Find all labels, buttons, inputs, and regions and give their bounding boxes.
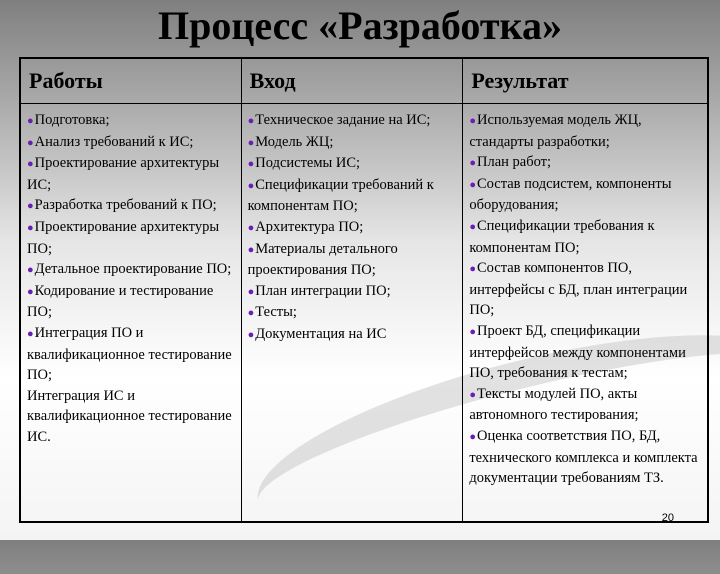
bullet-icon: ● [27, 327, 34, 340]
list-item [469, 216, 701, 258]
list-item-text: Кодирование и тестирование ПО; [27, 282, 214, 321]
list-item-text: Интеграция ПО и квалификационное тестирование ПО; [27, 324, 232, 384]
list-item-text: Спецификации требований к компонентам ПО; [247, 176, 434, 215]
list-item [27, 132, 235, 154]
list-item [248, 132, 457, 154]
bullet-icon: ● [469, 388, 476, 401]
process-table [19, 57, 709, 523]
list-item [27, 323, 235, 386]
list-item-text: Модель ЖЦ; [255, 133, 334, 150]
list-item-text: План работ; [477, 154, 552, 171]
bullet-icon: ● [247, 243, 255, 256]
header-works: Работы [20, 58, 241, 104]
list-item-text: Оценка соответствия ПО, БД, технического комплекса и комплекта документации требованиям ТЗ. [469, 427, 698, 487]
list-item-text: Подготовка; [34, 112, 110, 128]
list-item-text: Используемая модель ЖЦ, стандарты разработки; [469, 112, 642, 150]
list-item [248, 281, 457, 303]
list-item [248, 239, 457, 281]
bullet-icon: ● [27, 115, 34, 127]
list-item-text: Документация на ИС [255, 325, 387, 342]
bullet-icon: ● [469, 263, 476, 276]
bullet-icon: ● [247, 136, 255, 149]
list-item [248, 110, 457, 132]
list-item [248, 175, 457, 217]
list-item-text: Тесты; [255, 304, 297, 321]
list-item-text: Техническое задание на ИС; [255, 112, 431, 128]
header-result: Результат [463, 58, 708, 104]
list-item-text: Разработка требований к ПО; [34, 197, 217, 214]
bullet-icon: ● [469, 325, 476, 338]
inputs-cell [241, 104, 463, 523]
list-item-text: Материалы детального проектирования ПО; [247, 240, 398, 279]
list-item-text: Подсистемы ИС; [255, 155, 361, 172]
bullet-icon: ● [469, 430, 476, 443]
bullet-icon: ● [27, 264, 34, 277]
bullet-icon: ● [247, 328, 255, 341]
list-item [27, 195, 235, 217]
bullet-icon: ● [247, 179, 255, 192]
list-item-text: План интеграции ПО; [255, 282, 391, 299]
list-item-text: Проектирование архитектуры ИС; [27, 155, 220, 193]
list-item [248, 217, 457, 239]
list-item [27, 153, 235, 195]
list-item [27, 259, 235, 281]
bullet-icon: ● [27, 136, 34, 149]
list-item [469, 174, 701, 216]
list-item-text: Спецификации требования к компонентам ПО; [469, 217, 655, 256]
list-item [469, 384, 701, 426]
list-item [27, 110, 235, 132]
bullet-icon: ● [247, 307, 255, 320]
bullet-icon: ● [27, 158, 34, 171]
list-item-text: Интеграция ИС и квалификационное тестирование ИС. [27, 387, 232, 445]
list-item-text: Проект БД, спецификации интерфейсов между компонентами ПО, требования к тестам; [469, 322, 686, 382]
list-item [248, 153, 457, 175]
list-item [248, 302, 457, 324]
list-item-text: Состав компонентов ПО, интерфейсы с БД, план интеграции ПО; [469, 260, 688, 319]
bullet-icon: ● [27, 285, 34, 298]
list-item-text: Проектирование архитектуры ПО; [27, 218, 220, 257]
list-item [469, 258, 701, 321]
works-cell [20, 104, 241, 523]
bullet-icon: ● [247, 158, 255, 171]
list-item [469, 152, 701, 174]
results-cell [463, 104, 708, 523]
page-number: 20 [661, 512, 674, 524]
bullet-icon: ● [247, 285, 255, 298]
list-item-text: Анализ требований к ИС; [34, 133, 194, 150]
bullet-icon: ● [27, 221, 34, 234]
body-row [20, 104, 708, 523]
bullet-icon: ● [247, 221, 255, 234]
list-item [27, 281, 235, 323]
list-item [469, 321, 701, 384]
list-item-text: Архитектура ПО; [255, 218, 364, 235]
list-item [469, 426, 701, 489]
list-item [27, 217, 235, 259]
slide-title: Процесс «Разработка» [158, 3, 562, 48]
list-item-text: Состав подсистем, компоненты оборудования; [469, 175, 672, 214]
bullet-icon: ● [469, 115, 476, 127]
list-item [27, 386, 235, 448]
list-item [248, 324, 457, 346]
bullet-icon: ● [469, 220, 476, 233]
bullet-icon: ● [469, 157, 476, 170]
bullet-icon: ● [469, 178, 476, 191]
bullet-icon: ● [247, 115, 255, 127]
list-item-text: Тексты модулей ПО, акты автономного тестирования; [469, 385, 639, 424]
bullet-icon: ● [27, 200, 34, 213]
header-input: Вход [241, 58, 463, 104]
list-item-text: Детальное проектирование ПО; [34, 261, 232, 278]
list-item [469, 110, 701, 152]
header-row [20, 58, 708, 104]
